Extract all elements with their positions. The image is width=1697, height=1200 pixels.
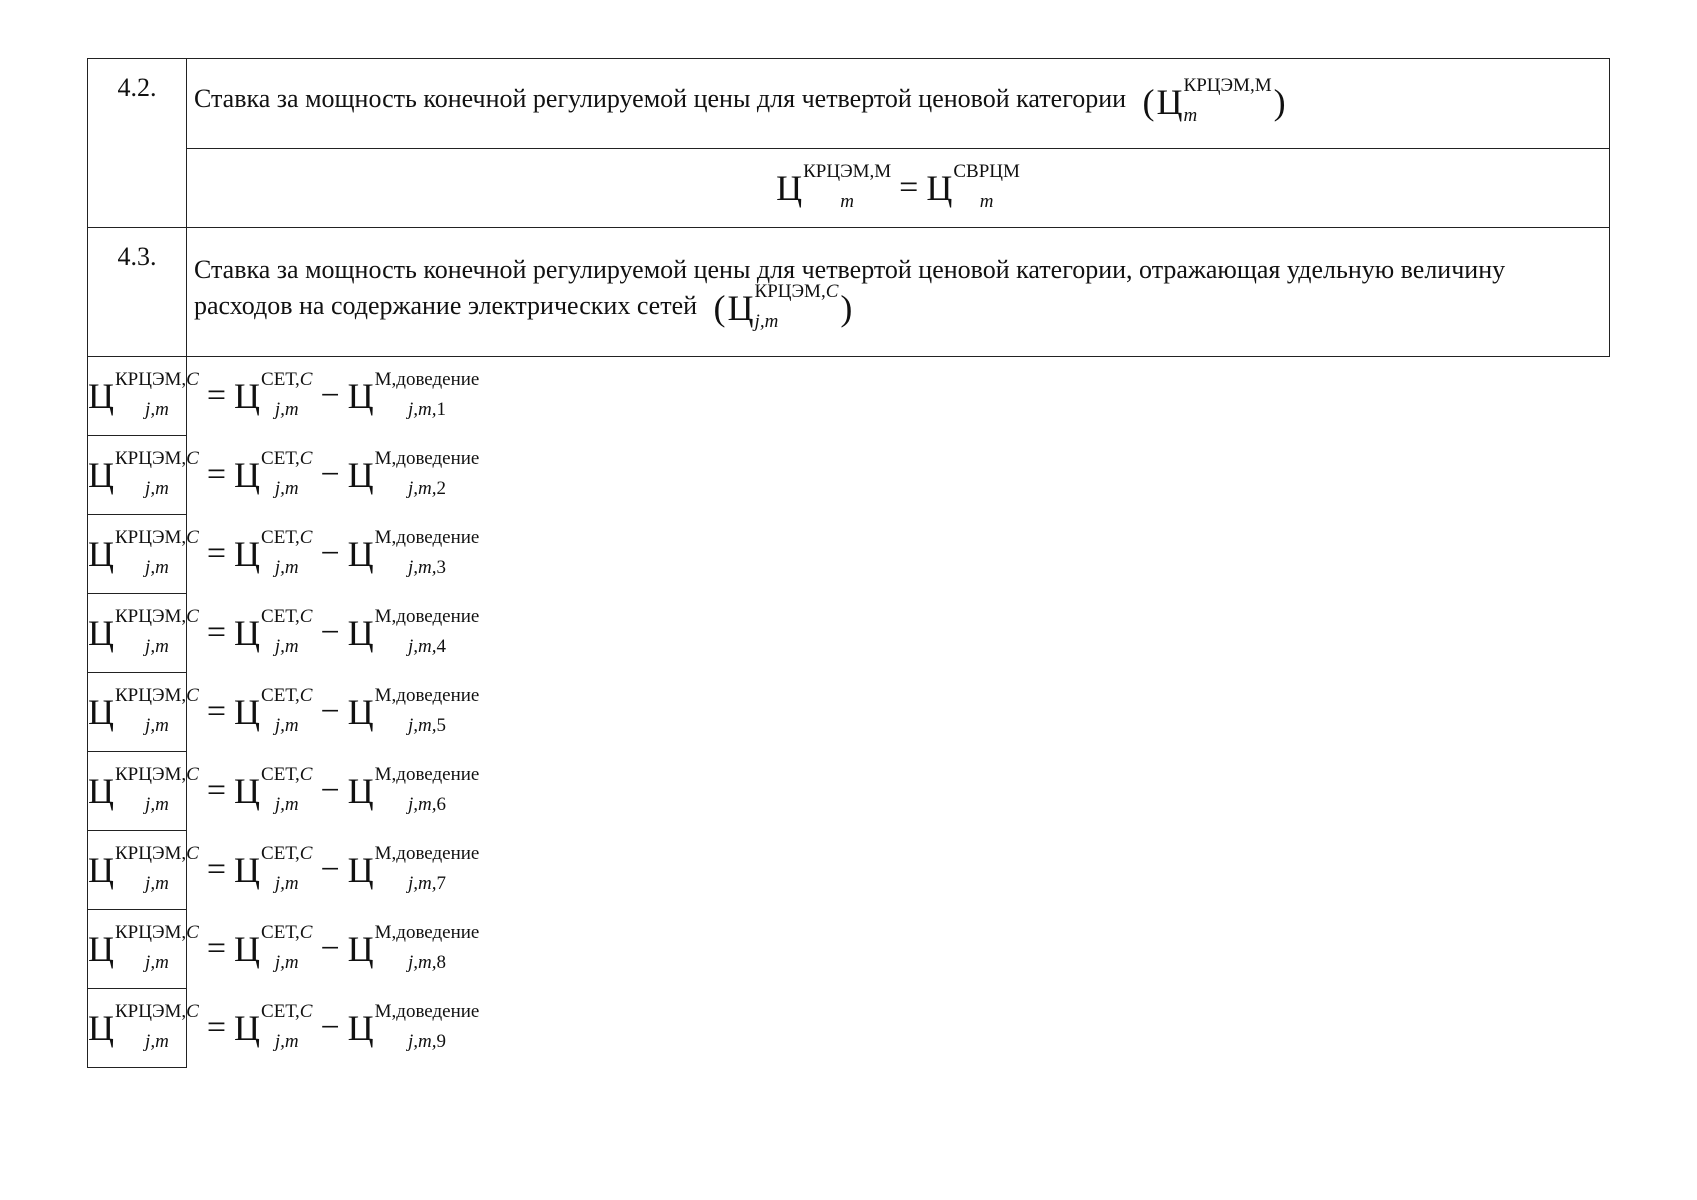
title-symbol-4-2: ( Ц КРЦЭМ,М m ) xyxy=(1142,74,1286,126)
document-sheet xyxy=(87,58,1610,1068)
row-number-4-3: 4.3. xyxy=(88,228,187,357)
title-text-4-2: Ставка за мощность конечной регулируемой цены для четвертой ценовой категории xyxy=(194,84,1127,114)
formula-4-2: Ц КРЦЭМ,М m = Ц СВРЦМ m xyxy=(187,149,1610,228)
title-symbol-4-3: ( Ц КРЦЭМ,C j,m ) xyxy=(713,281,853,333)
formula-4-3-6: Ц КРЦЭМ,C j,m = Ц СЕТ,C j,m − Ц М,доведение j,m,6 xyxy=(88,752,187,831)
formula-4-3-3: Ц КРЦЭМ,C j,m = Ц СЕТ,C j,m − Ц М,доведение j,m,3 xyxy=(88,515,187,594)
tariff-table xyxy=(87,58,1610,1068)
formula-4-3-4: Ц КРЦЭМ,C j,m = Ц СЕТ,C j,m − Ц М,доведение j,m,4 xyxy=(88,594,187,673)
formula-4-3-8: Ц КРЦЭМ,C j,m = Ц СЕТ,C j,m − Ц М,доведение j,m,8 xyxy=(88,910,187,989)
row-title-4-2 xyxy=(187,59,1610,149)
formula-4-3-2: Ц КРЦЭМ,C j,m = Ц СЕТ,C j,m − Ц М,доведение j,m,2 xyxy=(88,436,187,515)
row-title-4-3 xyxy=(187,228,1610,357)
formula-4-3-5: Ц КРЦЭМ,C j,m = Ц СЕТ,C j,m − Ц М,доведение j,m,5 xyxy=(88,673,187,752)
row-number-4-2: 4.2. xyxy=(88,59,187,228)
title-text-4-3: Ставка за мощность конечной регулируемой цены для четвертой ценовой категории, отражающая удельную величину расходов на содержание электрических сетей xyxy=(194,254,1506,320)
formula-rows-4-3 xyxy=(88,357,1610,1068)
formula-4-3-1: Ц КРЦЭМ,C j,m = Ц СЕТ,C j,m − Ц М,доведение j,m,1 xyxy=(88,357,187,436)
formula-4-3-9: Ц КРЦЭМ,C j,m = Ц СЕТ,C j,m − Ц М,доведение j,m,9 xyxy=(88,989,187,1068)
formula-4-3-7: Ц КРЦЭМ,C j,m = Ц СЕТ,C j,m − Ц М,доведение j,m,7 xyxy=(88,831,187,910)
